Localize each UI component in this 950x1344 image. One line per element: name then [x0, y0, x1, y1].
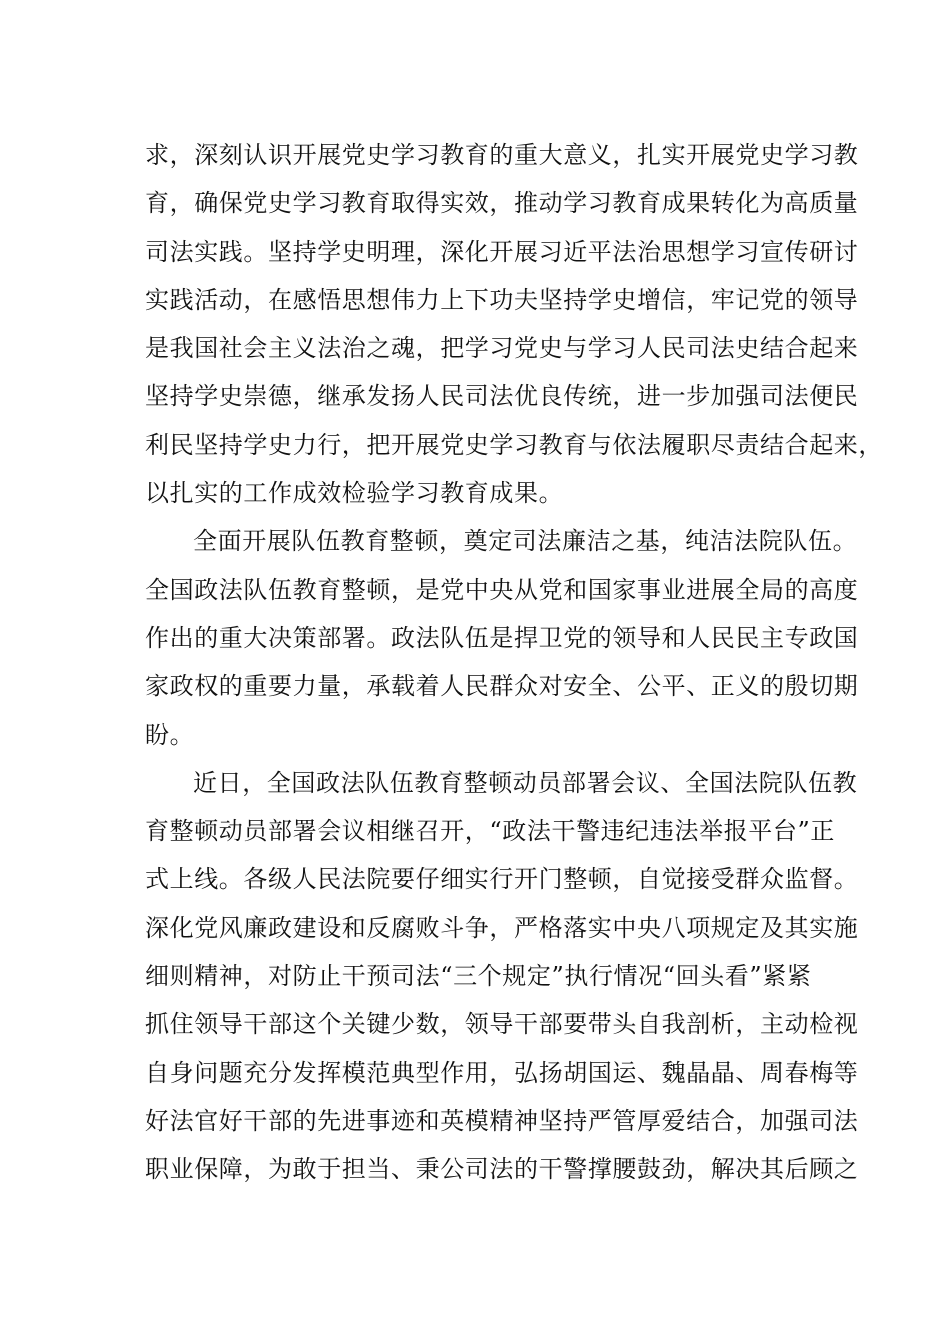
- text-line: 利民坚持学史力行，把开展党史学习教育与依法履职尽责结合起来，: [145, 430, 883, 459]
- text-line: 实践活动，在感悟思想伟力上下功夫坚持学史增信，牢记党的领导: [145, 285, 859, 314]
- text-line: 抓住领导干部这个关键少数，领导干部要带头自我剖析，主动检视: [145, 1010, 859, 1039]
- text-line: 育整顿动员部署会议相继召开，“政法干警违纪违法举报平台”正: [145, 817, 835, 846]
- text-line: 求，深刻认识开展党史学习教育的重大意义，扎实开展党史学习教: [145, 141, 859, 169]
- text-line: 细则精神，对防止干预司法“三个规定”执行情况“回头看”紧紧: [145, 962, 812, 991]
- text-line: 式上线。各级人民法院要仔细实行开门整顿，自觉接受群众监督。: [145, 865, 859, 894]
- text-line: 职业保障，为敢于担当、秉公司法的干警撑腰鼓劲，解决其后顾之: [145, 1155, 859, 1184]
- text-line: 自身问题充分发挥模范典型作用，弘扬胡国运、魏晶晶、周春梅等: [145, 1058, 859, 1087]
- paragraph-first-line: 近日，全国政法队伍教育整顿动员部署会议、全国法院队伍教: [193, 768, 858, 797]
- body-text: [145, 131, 883, 1194]
- text-line: 好法官好干部的先进事迹和英模精神坚持严管厚爱结合，加强司法: [145, 1106, 859, 1135]
- paragraph-first-line: 全面开展队伍教育整顿，奠定司法廉洁之基，纯洁法院队伍。: [193, 527, 858, 556]
- text-line: 盼。: [145, 720, 195, 749]
- text-line: 司法实践。坚持学史明理，深化开展习近平法治思想学习宣传研讨: [145, 237, 859, 266]
- text-line: 以扎实的工作成效检验学习教育成果。: [145, 479, 564, 508]
- text-line: 全国政法队伍教育整顿，是党中央从党和国家事业进展全局的高度: [145, 575, 859, 604]
- text-line: 作出的重大决策部署。政法队伍是捍卫党的领导和人民民主专政国: [145, 623, 859, 652]
- text-line: 育，确保党史学习教育取得实效，推动学习教育成果转化为高质量: [145, 189, 859, 218]
- text-line: 坚持学史崇德，继承发扬人民司法优良传统，进一步加强司法便民: [145, 382, 859, 411]
- text-line: 深化党风廉政建设和反腐败斗争，严格落实中央八项规定及其实施: [145, 913, 859, 942]
- text-line: 是我国社会主义法治之魂，把学习党史与学习人民司法史结合起来: [145, 334, 859, 363]
- text-line: 家政权的重要力量，承载着人民群众对安全、公平、正义的殷切期: [145, 672, 859, 701]
